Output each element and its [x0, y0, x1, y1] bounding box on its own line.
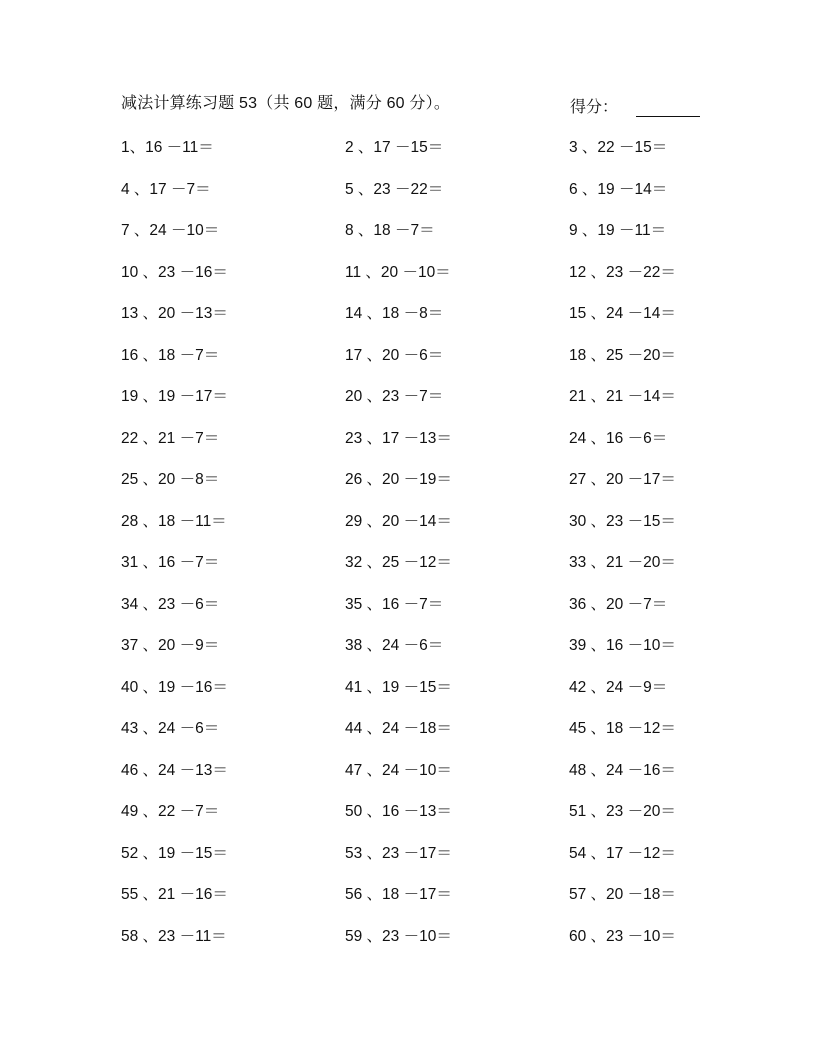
problem-item: 9 、19 －11＝: [569, 222, 667, 239]
score-label: 得分：: [570, 99, 619, 116]
problem-item: 25 、20 －8＝: [121, 471, 220, 488]
problem-item: 27 、20 －17＝: [569, 471, 676, 488]
problem-item: 18 、25 －20＝: [569, 346, 676, 364]
problem-item: 13 、20 －13＝: [121, 305, 228, 322]
problem-item: 5 、23 －22＝: [345, 180, 444, 198]
problem-item: 11 、20 －10＝: [345, 263, 451, 281]
problem-item: 4 、17 －7＝: [121, 180, 211, 198]
problem-item: 30 、23 －15＝: [569, 512, 676, 530]
problem-item: 42 、24 －9＝: [569, 678, 668, 696]
problem-item: 32 、25 －12＝: [345, 554, 452, 571]
problem-item: 3 、22 －15＝: [569, 139, 668, 156]
problem-item: 59 、23 －10＝: [345, 927, 452, 945]
problem-item: 15 、24 －14＝: [569, 305, 676, 322]
problem-item: 57 、20 －18＝: [569, 886, 676, 903]
problem-item: 8 、18 －7＝: [345, 222, 435, 239]
problem-item: 60 、23 －10＝: [569, 927, 676, 945]
problem-item: 41 、19 －15＝: [345, 678, 452, 696]
problem-item: 35 、16 －7＝: [345, 595, 444, 613]
problem-item: 50 、16 －13＝: [345, 803, 452, 820]
problem-item: 14 、18 －8＝: [345, 305, 444, 322]
problem-item: 6 、19 －14＝: [569, 180, 668, 198]
problem-item: 7 、24 －10＝: [121, 222, 220, 239]
problem-grid: [121, 138, 721, 968]
problem-item: 52 、19 －15＝: [121, 844, 228, 862]
problem-item: 47 、24 －10＝: [345, 761, 452, 779]
problem-item: 54 、17 －12＝: [569, 844, 676, 862]
problem-item: 34 、23 －6＝: [121, 595, 220, 613]
problem-item: 56 、18 －17＝: [345, 886, 452, 903]
problem-item: 16 、18 －7＝: [121, 346, 220, 364]
problem-item: 55 、21 －16＝: [121, 886, 228, 903]
problem-item: 43 、24 －6＝: [121, 720, 220, 737]
problem-item: 33 、21 －20＝: [569, 554, 676, 571]
problem-item: 36 、20 －7＝: [569, 595, 668, 613]
problem-item: 19 、19 －17＝: [121, 388, 228, 405]
problem-item: 29 、20 －14＝: [345, 512, 452, 530]
problem-item: 26 、20 －19＝: [345, 471, 452, 488]
problem-item: 23 、17 －13＝: [345, 429, 452, 447]
problem-item: 2 、17 －15＝: [345, 139, 444, 156]
problem-item: 20 、23 －7＝: [345, 388, 444, 405]
problem-item: 48 、24 －16＝: [569, 761, 676, 779]
problem-item: 21 、21 －14＝: [569, 388, 676, 405]
problem-item: 45 、18 －12＝: [569, 720, 676, 737]
problem-item: 22 、21 －7＝: [121, 429, 220, 447]
problem-item: 40 、19 －16＝: [121, 678, 228, 696]
problem-item: 44 、24 －18＝: [345, 720, 452, 737]
score-blank-line: [636, 99, 700, 117]
problem-item: 38 、24 －6＝: [345, 637, 444, 654]
problem-item: 53 、23 －17＝: [345, 844, 452, 862]
problem-item: 46 、24 －13＝: [121, 761, 228, 779]
problem-item: 28 、18 －11＝: [121, 512, 227, 530]
problem-item: 1、16 －11＝: [121, 139, 214, 156]
problem-item: 31 、16 －7＝: [121, 554, 220, 571]
problem-item: 17 、20 －6＝: [345, 346, 444, 364]
problem-item: 12 、23 －22＝: [569, 263, 676, 281]
problem-item: 10 、23 －16＝: [121, 263, 228, 281]
score-field: [570, 94, 700, 117]
problem-item: 49 、22 －7＝: [121, 803, 220, 820]
problem-item: 51 、23 －20＝: [569, 803, 676, 820]
page-title: 减法计算练习题 53（共 60 题，满分 60 分）。: [121, 95, 451, 112]
problem-item: 58 、23 －11＝: [121, 927, 227, 945]
problem-item: 39 、16 －10＝: [569, 637, 676, 654]
problem-item: 24 、16 －6＝: [569, 429, 668, 447]
problem-item: 37 、20 －9＝: [121, 637, 220, 654]
